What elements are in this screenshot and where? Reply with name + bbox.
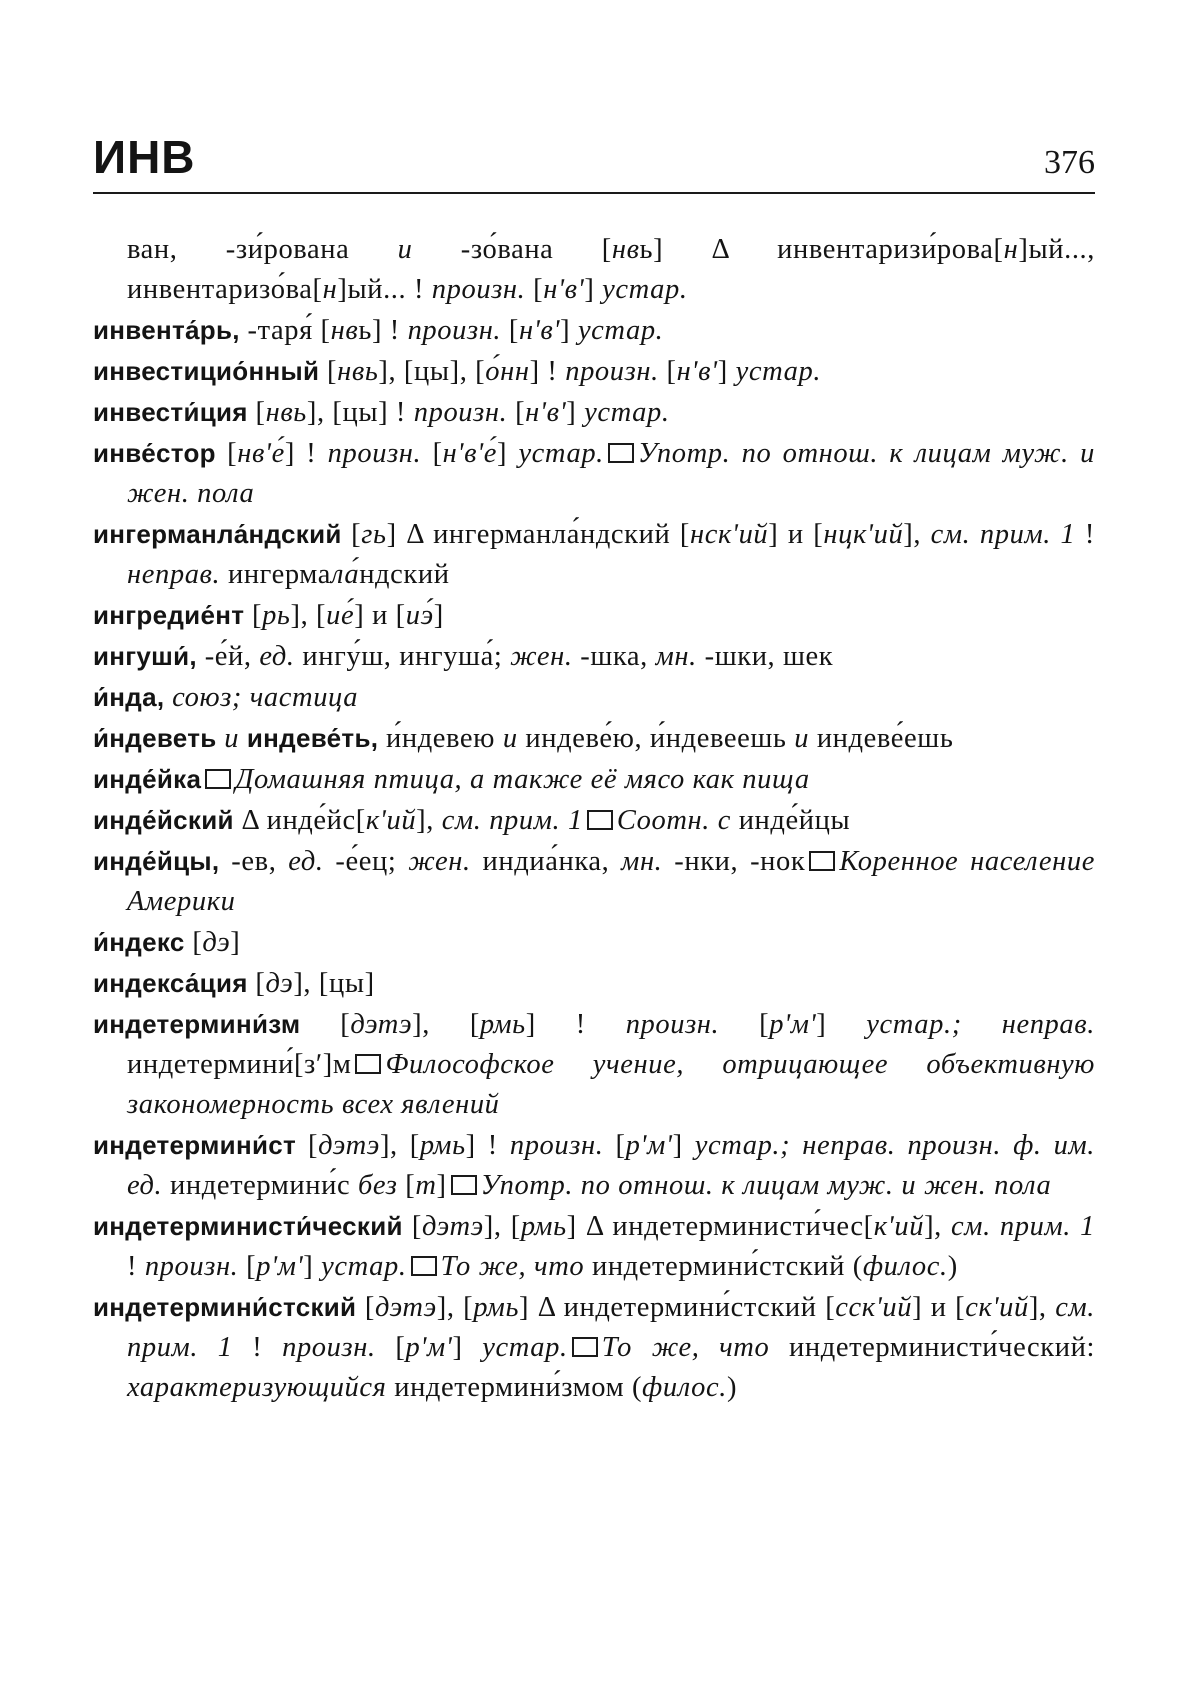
entry-text: [: [238, 1251, 257, 1282]
headword: и́нда,: [93, 682, 165, 712]
italic-note: сскʹий: [835, 1292, 913, 1323]
entry-text: ] !: [465, 1130, 510, 1161]
italic-note: дэтэ: [422, 1211, 484, 1242]
dictionary-entry: [93, 759, 1095, 800]
headword: индетерминисти́ческий: [93, 1211, 403, 1241]
running-head: ИНВ: [93, 131, 196, 183]
italic-note: произн.: [407, 315, 502, 346]
italic-note: Коренное население Америки: [127, 846, 1095, 917]
italic-note: нʹвʹе́: [442, 438, 498, 469]
entry-text: ]: [303, 1251, 322, 1282]
entry-text: -е́й,: [196, 641, 260, 672]
entry-text: ],: [416, 805, 442, 836]
definition-box-icon: [608, 443, 634, 463]
italic-note: см. прим. 1: [441, 805, 583, 836]
entry-text: [239, 723, 247, 754]
headword: ингредие́нт: [93, 600, 245, 630]
headword: индекса́ция: [93, 968, 248, 998]
headword: индетермини́стский: [93, 1292, 357, 1322]
italic-note: нв: [330, 315, 359, 346]
italic-note: н: [1003, 234, 1019, 265]
italic-note: Домашняя птица, а также её мясо как пища: [235, 764, 810, 795]
entry-text: ]: [436, 1170, 447, 1201]
definition-box-icon: [587, 810, 613, 830]
entry-text: ],: [924, 1211, 952, 1242]
entry-text: ], [цы]: [293, 968, 375, 999]
entry-text: ], [: [412, 1009, 480, 1040]
entry-text: [: [375, 1332, 406, 1363]
entry-text: ],: [903, 519, 931, 550]
italic-note: рь: [262, 600, 291, 631]
italic-note: устар.: [735, 356, 822, 387]
dictionary-entry: [93, 677, 1095, 718]
entry-text: ]: [452, 1332, 483, 1363]
entry-text: ], [: [436, 1292, 474, 1323]
entry-text: ], [: [483, 1211, 521, 1242]
italic-note: рʹмʹ: [256, 1251, 304, 1282]
entry-text: ингу́ш, ингуша́;: [294, 641, 511, 672]
italic-note: рмь: [419, 1130, 466, 1161]
dictionary-entry: [93, 514, 1095, 595]
entry-text: [: [215, 438, 238, 469]
italic-note: дэтэ: [318, 1130, 380, 1161]
headword: и́ндекс: [93, 927, 185, 957]
dictionary-entry: [93, 800, 1095, 841]
entry-text: [: [397, 1170, 416, 1201]
entry-text: -е́ец;: [323, 846, 409, 877]
italic-note: рʹмʹ: [769, 1009, 817, 1040]
entry-text: [: [244, 600, 263, 631]
headword: инвести́ция: [93, 397, 248, 427]
entry-text: индетермини́[зʹ]м: [127, 1049, 352, 1080]
entry-text: [: [501, 315, 519, 346]
page-header: [93, 128, 1095, 194]
entry-text: ] Δ ингерманла́ндский [: [386, 519, 690, 550]
entry-text: [: [402, 1211, 423, 1242]
headword: инде́йский: [93, 805, 234, 835]
entry-text: ]ый... !: [337, 274, 432, 305]
entry-text: ван, -зи́рована: [127, 234, 398, 265]
italic-note: нв: [611, 234, 640, 265]
entry-text: ингерма: [220, 559, 331, 590]
italic-note: произн.: [431, 274, 526, 305]
dictionary-entry: [93, 351, 1095, 392]
entry-text: индетерминисти́ческий:: [769, 1332, 1095, 1363]
entry-text: [164, 682, 172, 713]
entry-text: [: [247, 968, 266, 999]
italic-note: устар.: [482, 1332, 568, 1363]
italic-note: и: [397, 234, 413, 265]
italic-note: и: [794, 723, 810, 754]
entry-text: ] !: [284, 438, 328, 469]
italic-note: нвʹе́: [237, 438, 285, 469]
entry-text: [: [300, 1009, 351, 1040]
entry-text: [: [184, 927, 203, 958]
entry-text: ): [947, 1251, 958, 1282]
entry-text: ] и [: [912, 1292, 966, 1323]
italic-note: нскʹий: [689, 519, 769, 550]
entry-text: [: [319, 356, 338, 387]
entry-text: и́ндевею: [378, 723, 503, 754]
italic-note: нʹвʹ: [676, 356, 718, 387]
italic-note: нʹвʹ: [519, 315, 561, 346]
italic-note: жен.: [510, 641, 573, 672]
entry-text: индеве́ешь: [809, 723, 954, 754]
italic-note: гь: [361, 519, 387, 550]
italic-note: устар.: [584, 397, 670, 428]
entry-text: ]: [717, 356, 736, 387]
entry-text: -таря́ [: [239, 315, 331, 346]
italic-note: нʹвʹ: [543, 274, 585, 305]
entry-text: ] !: [525, 1009, 626, 1040]
italic-note: устар.; неправ. произн. ф. им. ед.: [127, 1130, 1096, 1201]
entry-text: -шки, шек: [696, 641, 834, 672]
italic-note: ла́: [330, 559, 360, 590]
italic-note: филос.: [862, 1251, 948, 1282]
entry-text: ] Δ индетермини́стский [: [519, 1292, 836, 1323]
headword: индетермини́ст: [93, 1130, 297, 1160]
headword: ингуши́,: [93, 641, 197, 671]
entry-text: индетермини́стский (: [584, 1251, 863, 1282]
italic-note: и: [502, 723, 518, 754]
italic-note: ие́: [326, 600, 355, 631]
entry-text: [: [421, 438, 443, 469]
italic-note: дэ: [265, 968, 294, 999]
italic-note: рʹмʹ: [405, 1332, 453, 1363]
entry-text: ], [цы], [: [378, 356, 486, 387]
italic-note: рмь: [479, 1009, 526, 1040]
entry-text: ]: [230, 927, 241, 958]
entry-text: ндский: [359, 559, 450, 590]
italic-note: устар.: [321, 1251, 407, 1282]
italic-note: нвь: [337, 356, 379, 387]
entry-text: -ев,: [219, 846, 289, 877]
italic-note: устар.: [518, 438, 604, 469]
dictionary-entry: [93, 1287, 1095, 1408]
italic-note: кʹий: [365, 805, 417, 836]
entry-text: -нки, -нок: [662, 846, 806, 877]
italic-note: мн.: [621, 846, 663, 877]
headword: индетермини́зм: [93, 1009, 301, 1039]
italic-note: дэтэ: [375, 1292, 437, 1323]
italic-note: скʹий: [965, 1292, 1029, 1323]
italic-note: Философское учение, отрицающее объективную закономерность всех явлений: [127, 1049, 1095, 1120]
entry-text: [: [719, 1009, 770, 1040]
entry-text: Δ инде́йс[: [233, 805, 366, 836]
italic-note: произн.: [327, 438, 422, 469]
dictionary-entry: [93, 718, 1095, 759]
headword: и́ндеветь: [93, 723, 217, 753]
italic-note: произн.: [625, 1009, 720, 1040]
italic-note: Употр. по отнош. к лицам муж. и жен. пола: [480, 1170, 1052, 1201]
entry-text: -зо́вана [: [412, 234, 612, 265]
entry-text: ]ый..., инвентаризо́ва[: [127, 234, 1095, 305]
italic-note: устар.: [577, 315, 664, 346]
entry-list: [93, 230, 1095, 1408]
dictionary-entry: [93, 595, 1095, 636]
entry-text: ]: [584, 274, 603, 305]
entry-text: индеве́ю, и́ндевеешь: [517, 723, 795, 754]
italic-note: без: [357, 1170, 398, 1201]
entry-text: ], [: [379, 1130, 420, 1161]
dictionary-entry: [93, 1125, 1095, 1206]
headword: ингерманла́ндский: [93, 519, 342, 549]
headword: инве́стор: [93, 438, 216, 468]
italic-note: неправ.: [127, 559, 221, 590]
dictionary-entry: [93, 1004, 1095, 1125]
italic-note: союз; частица: [172, 682, 359, 713]
entry-text: ], [цы] !: [306, 397, 414, 428]
italic-note: произн.: [413, 397, 508, 428]
dictionary-entry: [93, 963, 1095, 1004]
entry-text: индетермини́с: [162, 1170, 358, 1201]
italic-note: произн.: [282, 1332, 376, 1363]
italic-note: рмь: [520, 1211, 567, 1242]
headword: инвестицио́нный: [93, 356, 320, 386]
definition-box-icon: [355, 1054, 381, 1074]
italic-note: произн.: [509, 1130, 604, 1161]
italic-note: иэ́: [405, 600, 434, 631]
italic-note: см. прим. 1: [930, 519, 1076, 550]
italic-note: Употр. по отнош. к лицам муж. и жен. пола: [127, 438, 1095, 509]
entry-text: ] Δ индетерминисти́чес[: [566, 1211, 874, 1242]
italic-note: и: [224, 723, 240, 754]
entry-text: ь] Δ инвентаризи́рова[: [639, 234, 1004, 265]
dictionary-entry: [93, 841, 1095, 922]
italic-note: нʹвʹ: [525, 397, 567, 428]
dictionary-entry: [93, 1206, 1095, 1287]
definition-box-icon: [205, 769, 231, 789]
italic-note: рʹмʹ: [625, 1130, 673, 1161]
entry-text: ], [: [290, 600, 327, 631]
italic-note: произн.: [565, 356, 659, 387]
italic-note: н: [322, 274, 338, 305]
italic-note: устар.; неправ.: [866, 1009, 1095, 1040]
italic-note: ед.: [288, 846, 324, 877]
entry-text: [: [603, 1130, 626, 1161]
entry-text: [: [525, 274, 544, 305]
headword: индеве́ть,: [246, 723, 379, 753]
entry-text: !: [1075, 519, 1095, 550]
dictionary-entry: [93, 310, 1095, 351]
dictionary-entry: [93, 433, 1095, 514]
italic-note: кʹий: [873, 1211, 925, 1242]
entry-text: [: [247, 397, 266, 428]
italic-note: т: [415, 1170, 437, 1201]
page-number: 376: [1044, 144, 1095, 181]
entry-text: индетермини́змом (: [386, 1372, 643, 1403]
entry-text: ] и [: [768, 519, 824, 550]
entry-text: ь] !: [358, 315, 408, 346]
italic-note: нвь: [265, 397, 307, 428]
italic-note: о́нн: [485, 356, 530, 387]
entry-text: ]: [497, 438, 519, 469]
italic-note: см. прим. 1: [127, 1292, 1095, 1363]
dictionary-entry: [93, 922, 1095, 963]
entry-text: индиа́нка,: [470, 846, 622, 877]
italic-note: дэ: [202, 927, 231, 958]
definition-box-icon: [809, 851, 835, 871]
italic-note: жен.: [408, 846, 471, 877]
entry-text: [: [507, 397, 526, 428]
headword: инвента́рь,: [93, 315, 240, 345]
definition-box-icon: [411, 1256, 437, 1276]
italic-note: см. прим. 1: [951, 1211, 1095, 1242]
entry-text: [: [341, 519, 362, 550]
entry-text: [: [658, 356, 677, 387]
headword: инде́йка: [93, 764, 202, 794]
entry-text: ]: [672, 1130, 695, 1161]
italic-note: произн.: [144, 1251, 239, 1282]
italic-note: нцкʹий: [823, 519, 904, 550]
dictionary-entry: [93, 636, 1095, 677]
entry-text: -шка,: [572, 641, 656, 672]
entry-text: !: [127, 1251, 145, 1282]
italic-note: характеризующийся: [127, 1372, 387, 1403]
italic-note: То же, что: [601, 1332, 770, 1363]
entry-text: ] и [: [354, 600, 406, 631]
entry-text: инде́йцы: [730, 805, 851, 836]
entry-text: ): [726, 1372, 738, 1403]
definition-box-icon: [451, 1175, 477, 1195]
definition-box-icon: [572, 1337, 598, 1357]
italic-note: То же, что: [440, 1251, 585, 1282]
italic-note: мн.: [655, 641, 697, 672]
entry-text: ]: [433, 600, 444, 631]
italic-note: устар.: [602, 274, 688, 305]
entry-text: ],: [1028, 1292, 1056, 1323]
dictionary-entry: [93, 392, 1095, 433]
entry-text: ]: [566, 397, 585, 428]
entry-text: ]: [816, 1009, 867, 1040]
entry-continuation: [93, 230, 1095, 310]
italic-note: дэтэ: [350, 1009, 413, 1040]
headword: инде́йцы,: [93, 846, 220, 876]
italic-note: рмь: [473, 1292, 520, 1323]
entry-text: !: [232, 1332, 283, 1363]
italic-note: ед.: [259, 641, 295, 672]
entry-text: [: [356, 1292, 375, 1323]
entry-text: ] !: [529, 356, 566, 387]
entry-text: [: [296, 1130, 319, 1161]
italic-note: филос.: [642, 1372, 727, 1403]
italic-note: Соотн. с: [616, 805, 731, 836]
entry-text: ]: [560, 315, 578, 346]
